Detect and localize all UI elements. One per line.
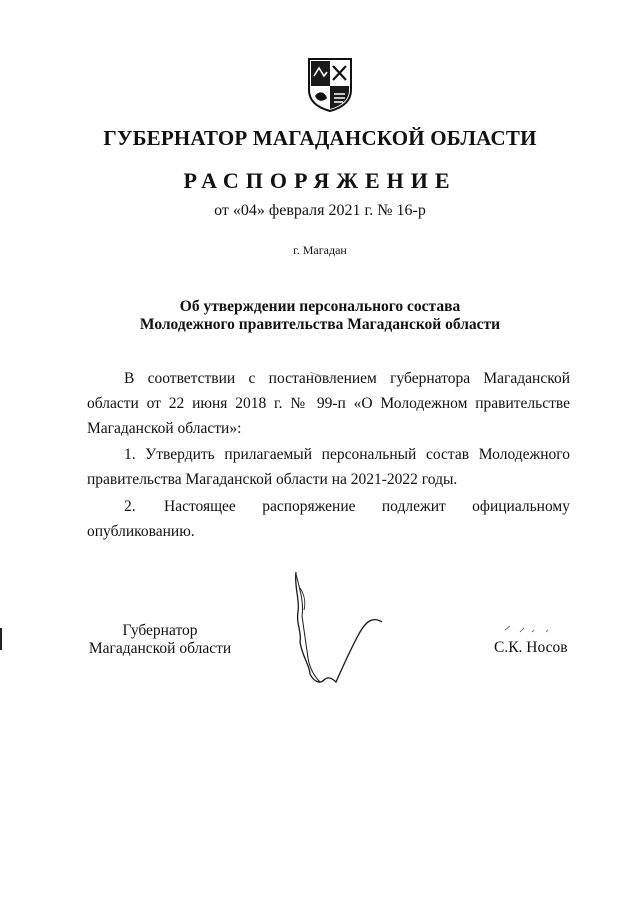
document-city: г. Магадан (293, 243, 347, 257)
signatory-title (87, 622, 233, 658)
handwritten-signature (280, 566, 395, 696)
document-type-heading: РАСПОРЯЖЕНИЕ (183, 168, 457, 193)
order-item-2-word: подлежит (381, 498, 446, 515)
signatory-name: С.К. Носов (494, 639, 568, 656)
document-subject (0, 298, 640, 334)
signatory-title-line-1: Губернатор (122, 622, 198, 639)
order-item-1: 1. Утвердить прилагаемый персональный состав Молодежного правительства Магаданской области на 2021-2022 годы. (87, 446, 570, 488)
order-item-2 (87, 494, 570, 544)
order-item-2-word: распоряжение (262, 498, 356, 515)
preamble-paragraph: В соответствии с постановлением губернатора Магаданской области от 22 июня 2018 г. № 99-п «О Молодежном правительстве Магаданской области»: (87, 370, 570, 437)
order-item-2-number: 2. (124, 498, 136, 515)
subject-line-2: Молодежного правительства Магаданской области (139, 316, 501, 333)
coat-of-arms-icon (305, 56, 355, 112)
document-date-number: от «04» февраля 2021 г. № 16-р (214, 202, 426, 219)
order-item-2-word: официальному (472, 498, 570, 515)
signatory-title-line-2: Магаданской области (88, 640, 232, 657)
issuing-authority-heading: ГУБЕРНАТОР МАГАДАНСКОЙ ОБЛАСТИ (103, 126, 537, 150)
order-item-2-line-2: опубликованию. (87, 523, 195, 540)
order-item-2-word: Настоящее (164, 498, 236, 515)
subject-line-1: Об утверждении персонального состава (179, 298, 461, 315)
